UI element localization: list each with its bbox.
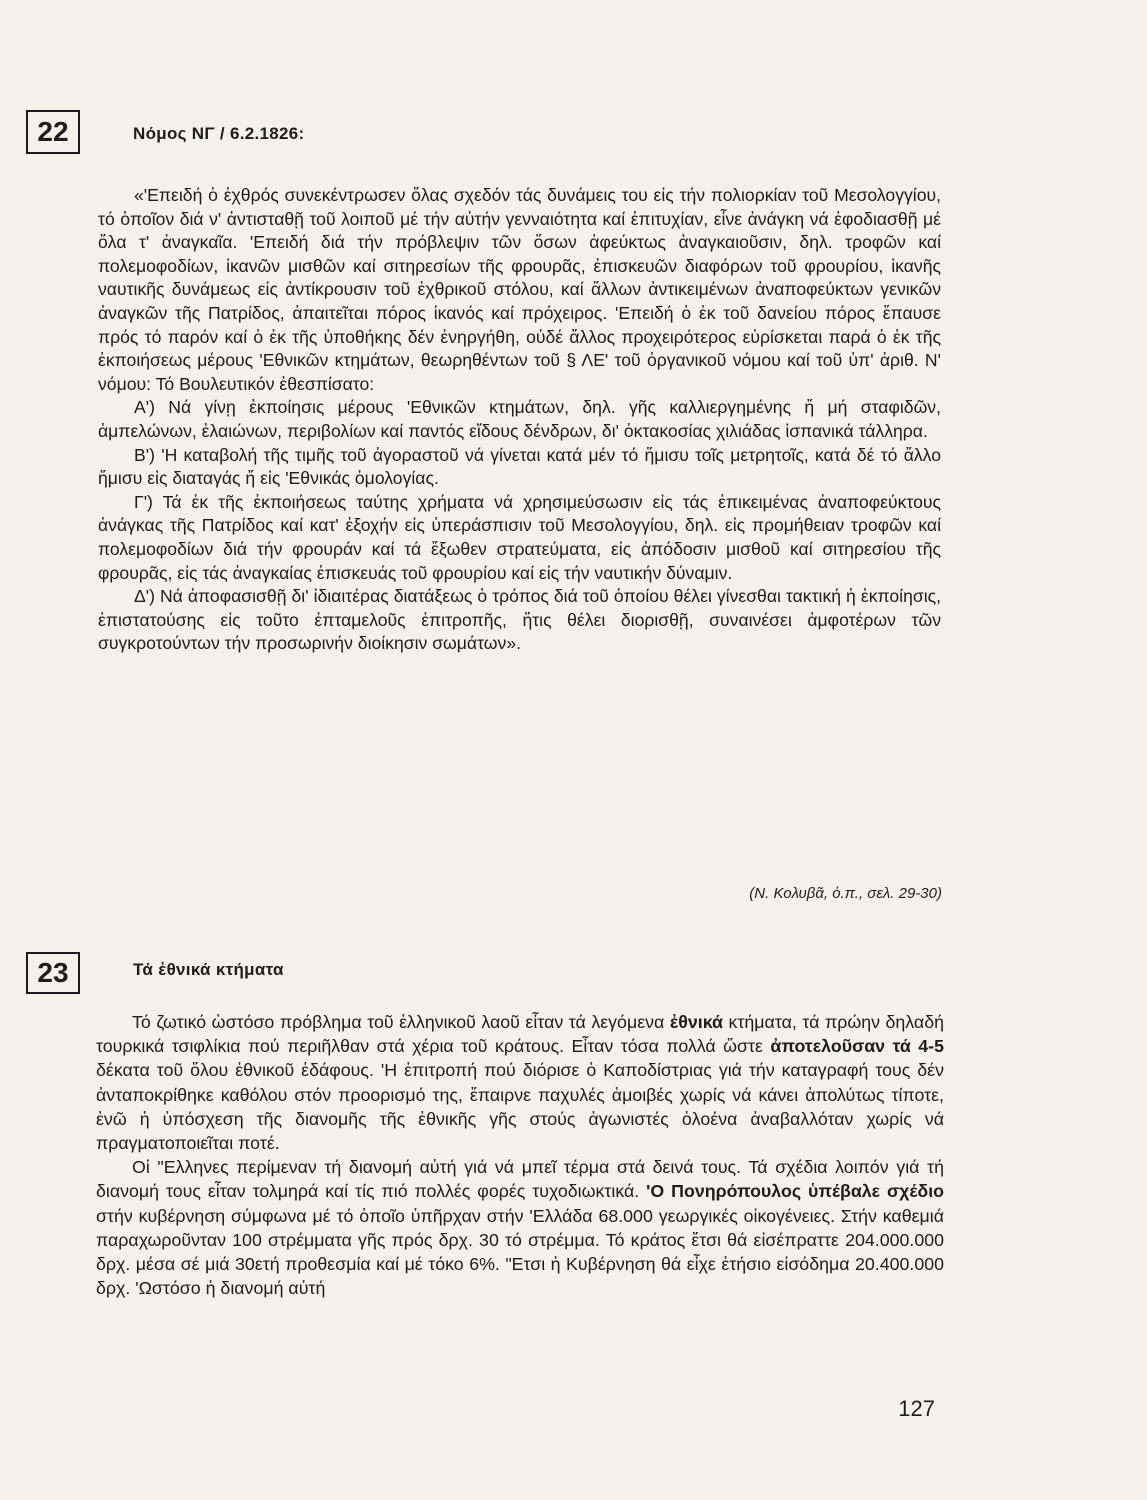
section-number: 22 xyxy=(37,116,69,147)
section-heading: Τά ἐθνικά κτήματα xyxy=(133,960,284,979)
paragraph: Β') 'Η καταβολή τῆς τιμῆς τοῦ ἀγοραστοῦ νά γίνεται κατά μέν τό ἥμισυ τοῖς μετρητοῖς, κατά δέ τό ἄλλο ἥμισυ εἰς διαταγάς ἤ εἰς 'Εθνικάς ὁμολογίας. xyxy=(98,444,941,489)
paragraph: Α') Νά γίνῃ ἐκποίησις μέρους 'Εθνικῶν κτημάτων, δηλ. γῆς καλλιεργημένης ἤ μή σταφιδῶν, ἀμπελώνων, ἐλαιώνων, περιβολίων καί παντός εἴδους δένδρων, δι' ὀκτακοσίας χιλιάδας ἱσπανικά τάλληρα. xyxy=(98,397,941,441)
bold-text: ἐθνικά xyxy=(669,1012,723,1032)
text-run: στήν κυβέρνηση σύμφωνα μέ τό ὁποῖο ὑπῆρχαν στήν 'Ελλάδα 68.000 γεωργικές οἰκογένειες. Στήν καθεμιά παραχωροῦνταν 100 στρέμματα γῆς πρός δρχ. 30 τό στρέμμα. Τό κράτος ἔτσι θά εἰσέπραττε 204.000.000 δρχ. μέσα σέ μιά 30ετή προθεσμία καί μέ τόκο 6%. "Ετσι ἡ Κυβέρνηση θά εἶχε ἐτήσιο εἰσόδημα 20.400.000 δρχ. 'Ωστόσο ἡ διανομή αὐτή xyxy=(96,1205,944,1299)
bold-text: ἀποτελοῦσαν τά 4-5 xyxy=(770,1036,944,1057)
section-heading: Νόμος ΝΓ / 6.2.1826: xyxy=(133,124,305,143)
text-run: δέκατα τοῦ ὅλου ἐθνικοῦ ἐδάφους. 'Η ἐπιτροπή πού διόρισε ὁ Καποδίστριας γιά τήν καταγραφή τους δέν ἀνταποκρίθηκε καθόλου στόν προορισμό της, ἔπαιρνε παχυλές ἀμοιβές χωρίς νά κάνει ἀπολύτως τίποτε, ἐνῶ ἡ ὑπόσχεση τῆς διανομῆς τῆς ἐθνικῆς γῆς στούς ἀγωνιστές ὁλοένα ἀναβαλλόταν χωρίς νά πραγματοποιεῖται ποτέ. xyxy=(96,1060,944,1154)
paragraph: Γ') Τά ἐκ τῆς ἐκποιήσεως ταύτης χρήματα νά χρησιμεύσωσιν εἰς τάς ἐπικειμένας ἀναποφεύκτους ἀνάγκας τῆς Πατρίδος καί κατ' ἐξοχήν εἰς ὑπεράσπισιν τοῦ Μεσολογγίου, δηλ. εἰς προμήθειαν τροφῶν καί πολεμοφοδίων διά τήν φρουράν καί τά ἔξωθεν στρατεύματα, εἰς ἀπόδοσιν μισθοῦ καί σιτηρεσίου τῆς φρουρᾶς, εἰς τάς ἀναγκαίας ἐπισκευάς τοῦ φρουρίου καί εἰς τήν ναυτικήν δύναμιν. xyxy=(98,491,941,583)
section-number-box xyxy=(26,110,80,154)
citation: (Ν. Κολυβᾶ, ὁ.π., σελ. 29-30) xyxy=(749,885,942,902)
page-number: 127 xyxy=(898,1396,935,1421)
paragraph xyxy=(96,1155,944,1300)
text-run: κτήματα, τά πρώην δηλαδή τουρκικά τσιφλίκια πού περιῆλθαν στά χέρια τοῦ κράτους. Εἶταν τόσα πολλά ὥστε xyxy=(96,1012,944,1057)
paragraph xyxy=(96,1010,944,1155)
article-text xyxy=(96,1010,944,1300)
section-number: 23 xyxy=(37,957,69,988)
law-text xyxy=(98,184,941,656)
section-number-box xyxy=(26,952,80,994)
paragraph: «'Επειδή ὁ ἐχθρός συνεκέντρωσεν ὅλας σχεδόν τάς δυνάμεις του εἰς τήν πολιορκίαν τοῦ Μεσολογγίου, τό ὁποῖον διά ν' ἀντισταθῇ τοῦ λοιποῦ μέ τήν αὐτήν γενναιότητα καί ἐπιτυχίαν, εἶνε ἀνάγκη νά ἐφοδιασθῇ μέ ὅλα τ' ἀναγκαῖα. 'Επειδή διά τήν πρόβλεψιν τῶν ὅσων ἀφεύκτως ἀναγκαιοῦσιν, δηλ. τροφῶν καί πολεμοφοδίων, ἱκανῶν μισθῶν καί σιτηρεσίων τῆς φρουρᾶς, ἐπισκευῶν διαφόρων τοῦ φρουρίου, ἱκανῆς ναυτικῆς δυνάμεως εἰς ἀντίκρουσιν τοῦ ἐχθρικοῦ στόλου, καί ἄλλων ἀντικειμένων ἀναποφεύκτων γενικῶν ἀναγκῶν τῆς Πατρίδος, ἀπαιτεῖται πόρος ἱκανός καί πρόχειρος. 'Επειδή ὁ ἐκ τοῦ δανείου πόρος ἔπαυσε πρός τό παρόν καί ὁ ἐκ τῆς ὑποθήκης δέν ἐνηργήθη, οὐδέ ἄλλος προχειρότερος εὑρίσκεται παρά ὁ ἐκ τῆς ἐκποιήσεως μέρους 'Εθνικῶν κτημάτων, θεωρηθέντων τοῦ § ΛΕ' τοῦ ὀργανικοῦ νόμου καί τοῦ ὑπ' ἀριθ. Ν' νόμου: Τό Βουλευτικόν ἐθεσπίσατο: xyxy=(98,185,941,394)
text-run: Οἱ "Ελληνες περίμεναν τή διανομή αὐτή γιά νά μπεῖ τέρμα στά δεινά τους. Τά σχέδια λοιπόν γιά τή διανομή τους εἶταν τολμηρά καί τίς πιό πολλές φορές τυχοδιωκτικά. xyxy=(96,1157,944,1202)
text-run: Τό ζωτικό ὡστόσο πρόβλημα τοῦ ἑλληνικοῦ λαοῦ εἶταν τά λεγόμενα xyxy=(132,1012,670,1032)
bold-text: 'Ο Πονηρόπουλος ὑπέβαλε σχέδιο xyxy=(646,1181,945,1202)
paragraph: Δ') Νά ἀποφασισθῇ δι' ἰδιαιτέρας διατάξεως ὁ τρόπος διά τοῦ ὁποίου θέλει γίνεσθαι τακτική ἡ ἐκποίησις, ἐπιστατούσης εἰς τοῦτο ἐπταμελοῦς ἐπιτροπῆς, ἥτις θέλει διορισθῇ, συναινέσει ἀμφοτέρων τῶν συγκροτούντων τήν προσωρινήν διοίκησιν σωμάτων». xyxy=(98,586,941,654)
